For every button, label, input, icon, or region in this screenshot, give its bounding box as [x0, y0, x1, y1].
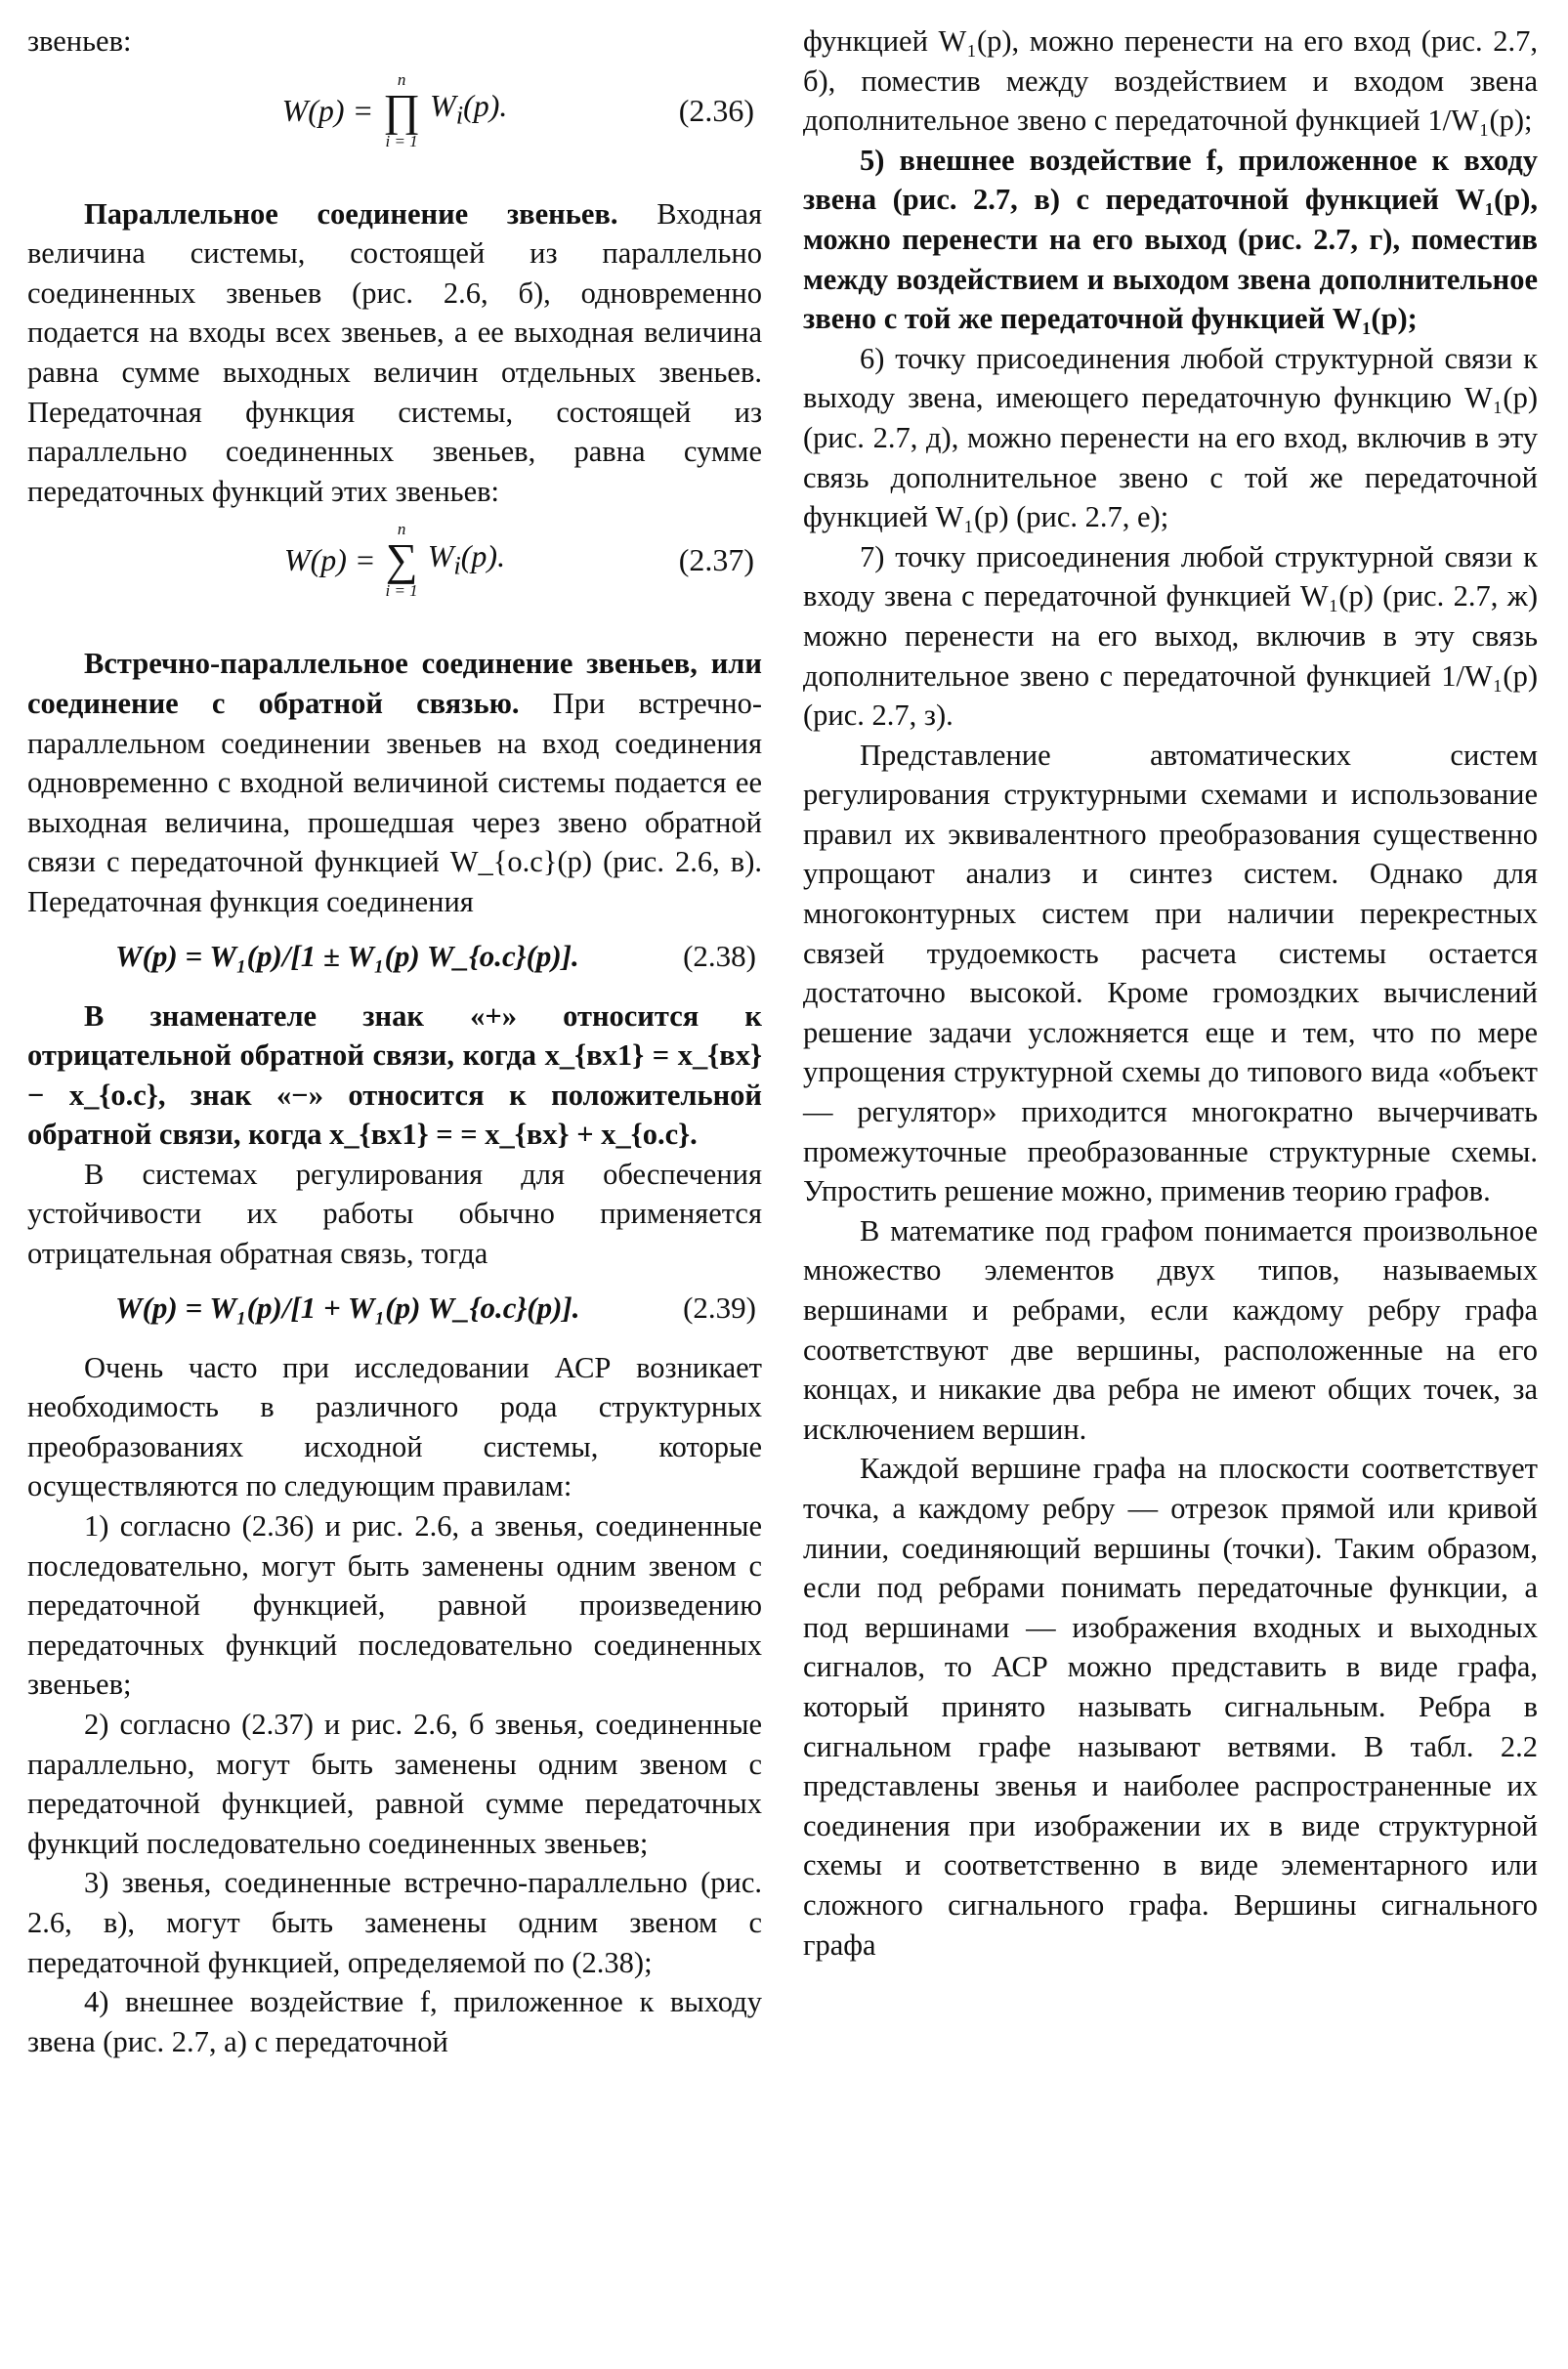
- paragraph-parallel: [27, 194, 762, 512]
- equation-number-2-36: (2.36): [678, 92, 754, 128]
- equation-number-2-39: (2.39): [683, 1290, 756, 1325]
- rule-6: 6) точку присоединения любой структурной связи к выходу звена, имеющего передаточную функцию W₁(p) (рис. 2.7, д), можно перенести на его вход, включив в эту связь дополнительное звено с той же передаточной функцией W₁(p) (рис. 2.7, е);: [803, 341, 1538, 534]
- formula-2-38-expression: W(p) = W₁(p)/[1 ± W₁(p) W_{о.с}(p)].: [115, 938, 579, 973]
- heading-parallel-connection: Параллельное соединение звеньев.: [84, 196, 618, 231]
- paragraph-graph-vertices: Каждой вершине графа на плоскости соответствует точка, а каждому ребру — отрезок прямой или кривой линии, соединяющий вершины (точки). Таким образом, если под ребрами понимать передаточные функции, а под вершинами — изображения входных и выходных сигналов, то АСР можно представить в виде графа, который принято называть сигнальным. Ребра в сигнальном графе называют ветвями. В табл. 2.2 представлены звенья и наиболее распространенные их соединения при изображении их в виде структурной схемы и соответственно в виде элементарного или сложного сигнального графа. Вершины сигнального графа: [803, 1452, 1538, 1962]
- product-lower-limit: i = 1: [385, 131, 418, 150]
- paragraph-sign: В знаменателе знак «+» относится к отрицательной обратной связи, когда x_{вх1} = x_{вх} − x_{о.с}, знак «−» относится к положительной обратной связи, когда x_{вх1} = = x_{вх} + x_{о.с}.: [27, 998, 762, 1152]
- formula-2-37-rhs-symbol: W: [427, 537, 454, 573]
- paragraph-representation: Представление автоматических систем регулирования структурными схемами и использование правил их эквивалентного преобразования существенно упрощают анализ и синтез систем. Однако для многоконтурных систем при наличии перекрестных связей трудоемкость расчета системы остается достаточно высокой. Кроме громоздких вычислений решение задачи усложняется еще и тем, что по мере упрощения структурной схемы до типового вида «объект — регулятор» приходится многократно вычерчивать промежуточные преобразованные структурные схемы. Упростить решение можно, применив теорию графов.: [803, 738, 1538, 1208]
- formula-2-37: [27, 511, 762, 609]
- rule-4-continued: функцией W₁(p), можно перенести на его вход (рис. 2.7, б), поместив между воздействием и входом звена дополнительное звено с передаточной функцией 1/W₁(p);: [803, 24, 1538, 138]
- sum-operator: [385, 521, 417, 599]
- formula-2-36-lhs: W(p) =: [281, 92, 374, 128]
- formula-2-37-rhs-tail: (p).: [460, 537, 506, 573]
- parallel-text: Входная величина системы, состоящей из параллельно соединенных звеньев (рис. 2.6, б), одновременно подается на входы всех звеньев, а ее выходная величина равна сумме выходных величин отдельных звеньев. Передаточная функция системы, состоящей из параллельно соединенных звеньев, равна сумме передаточных функций этих звеньев:: [27, 196, 763, 508]
- formula-2-37-rhs-index: i: [453, 550, 461, 580]
- rule-3: 3) звенья, соединенные встречно-параллельно (рис. 2.6, в), могут быть заменены одним звеном с передаточной функцией, определяемой по (2.38);: [27, 1866, 762, 1979]
- rule-7: 7) точку присоединения любой структурной связи к входу звена с передаточной функцией W₁(p) (рис. 2.7, ж) можно перенести на его выход, включив в эту связь дополнительное звено с передаточной функцией 1/W₁(p) (рис. 2.7, з).: [803, 539, 1538, 733]
- rule-4-start: 4) внешнее воздействие f, приложенное к выходу звена (рис. 2.7, а) с передаточной: [27, 1985, 762, 2058]
- formula-2-36-rhs: [430, 86, 507, 134]
- paragraph-negative-feedback: В системах регулирования для обеспечения устойчивости их работы обычно применяется отрицательная обратная связь, тогда: [27, 1157, 762, 1271]
- feedback-text: При встречно-параллельном соединении звеньев на вход соединения одновременно с входной величиной системы подается ее выходная величина, прошедшая через звено обратной связи с передаточной функцией W_{о.с}(p) (рис. 2.6, в). Передаточная функция соединения: [27, 686, 762, 918]
- sum-upper-limit: n: [397, 520, 406, 539]
- paragraph-transform-rules: Очень часто при исследовании АСР возникает необходимость в различного рода структурных преобразованиях исходной системы, которые осуществляются по следующим правилам:: [27, 1350, 762, 1503]
- sum-lower-limit: i = 1: [385, 581, 418, 601]
- equation-number-2-37: (2.37): [678, 542, 754, 578]
- rule-2: 2) согласно (2.37) и рис. 2.6, б звенья, соединенные параллельно, могут быть заменены одним звеном с передаточной функцией, равной сумме передаточных функций последовательно соединенных звеньев;: [27, 1708, 762, 1860]
- formula-2-36-rhs-tail: (p).: [463, 87, 508, 123]
- formula-2-36-rhs-index: i: [455, 100, 464, 130]
- formula-2-36-rhs-symbol: W: [430, 87, 456, 123]
- product-upper-limit: n: [397, 69, 406, 89]
- right-column: [803, 21, 1538, 2369]
- heading-feedback-connection: Встречно-параллельное соединение звеньев, или соединение с обратной связью.: [27, 647, 762, 720]
- formula-2-37-lhs: W(p) =: [283, 542, 376, 578]
- rule-5: 5) внешнее воздействие f, приложенное к входу звена (рис. 2.7, в) с передаточной функцией W₁(p), можно перенести на его выход (рис. 2.7, г), поместив между воздействием и выходом звена дополнительное звено с той же передаточной функцией W₁(p);: [803, 143, 1538, 336]
- equation-number-2-38: (2.38): [683, 938, 756, 973]
- paragraph-intro: звеньев:: [27, 24, 132, 58]
- formula-2-38: [27, 934, 762, 979]
- formula-2-39: [27, 1286, 762, 1331]
- paragraph-graph-definition: В математике под графом понимается произвольное множество элементов двух типов, называемых вершинами и ребрами, если каждому ребру графа соответствуют две вершины, расположенные на его концах, и никакие два ребра не имеют общих точек, за исключением вершин.: [803, 1213, 1538, 1446]
- formula-2-36: [27, 62, 762, 159]
- formula-2-39-expression: W(p) = W₁(p)/[1 + W₁(p) W_{о.с}(p)].: [115, 1290, 580, 1325]
- product-operator: [383, 71, 420, 149]
- rule-1: 1) согласно (2.36) и рис. 2.6, а звенья, соединенные последовательно, могут быть заменены одним звеном с передаточной функцией, равной произведению передаточных функций последовательно соединенных звеньев;: [27, 1509, 762, 1702]
- formula-2-37-rhs: [428, 536, 505, 584]
- paragraph-feedback: [27, 644, 762, 921]
- product-symbol: ∏: [383, 84, 421, 135]
- sum-symbol: ∑: [385, 534, 418, 585]
- left-column: [27, 21, 762, 2369]
